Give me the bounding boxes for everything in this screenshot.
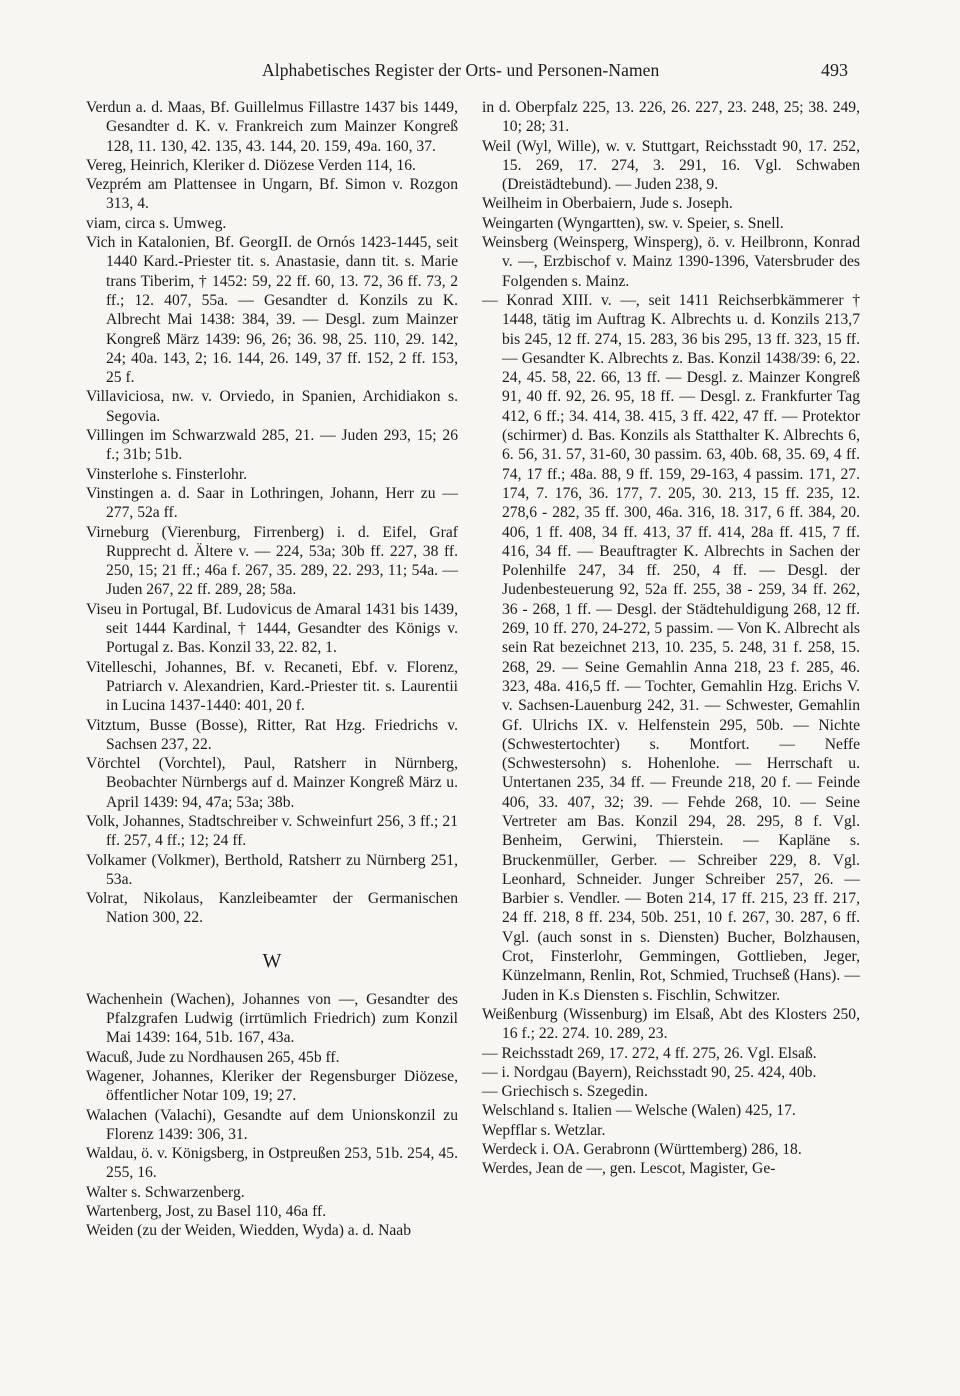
index-entry: Weißenburg (Wissenburg) im Elsaß, Abt des Klosters 250, 16 f.; 22. 274. 10. 289, 23. — [482, 1005, 860, 1043]
index-entry: Werdes, Jean de —, gen. Lescot, Magister, Ge- — [482, 1160, 776, 1178]
index-entry: Wacuß, Jude zu Nordhausen 265, 45b ff. — [86, 1048, 340, 1066]
index-entry: Weinsberg (Weinsperg, Winsperg), ö. v. Heilbronn, Konrad v. —, Erzbischof v. Mainz 1390-1396, Vatersbruder des Folgenden s. Mainz. — [482, 234, 860, 290]
index-entry: Vinstingen a. d. Saar in Lothringen, Johann, Herr zu — 277, 52a ff. — [86, 484, 458, 522]
index-entry: — Konrad XIII. v. —, seit 1411 Reichserbkämmerer † 1448, tätig im Auftrag K. Albrechts u. d. Konzils 213,7 bis 245, 12 ff. 274, 15. 283, 36 bis 295, 13 ff. 323, 15 ff. — Gesandter K. Albrechts z. Bas. Konzil 1438/39: 6, 22. 24, 45. 58, 22. 66, 13 ff. — Desgl. z. Mainzer Kongreß 91, 40 ff. 92, 26. 95, 18 ff. — Desgl. z. Frankfurter Tag 412, 6 ff.; 34. 414, 38. 415, 3 ff. 422, 47 ff. — Protektor (schirmer) d. Bas. Konzils als Statthalter K. Albrechts 6, 6. 56, 31. 57, 31-60, 30 passim. 63, 40b. 68, 35. 69, 4 ff. 74, 17 ff.; 48a. 88, 9 ff. 159, 29-163, 4 passim. 171, 27. 174, 7. 176, 36. 177, 7. 205, 30. 213, 15 ff. 235, 12. 278,6 - 282, 35 ff. 300, 46a. 316, 18. 317, 6 ff. 384, 20. 406, 1 ff. 408, 34 ff. 413, 37 ff. 414, 28a ff. 415, 7 ff. 416, 34 ff. — Beauftragter K. Albrechts in Sachen der Polenhilfe 247, 34 ff. 250, 4 ff. — Desgl. der Judenbesteuerung 92, 52a ff. 255, 38 - 259, 34 ff. 262, 36 - 268, 1 ff. — Desgl. der Städtehuldigung 268, 12 ff. 269, 10 ff. 270, 24-272, 5 passim. — Von K. Albrecht als sein Rat bezeichnet 213, 10. 235, 5. 248, 31 f. 258, 15. 268, 29. — Seine Gemahlin Anna 218, 23 f. 285, 46. 323, 48a. 416,5 ff. — Tochter, Gemahlin Hzg. Erichs V. v. Sachsen-Lauenburg 242, 31. — Schwester, Gemahlin Gf. Ulrichs IX. v. Helfenstein 295, 50b. — Nichte (Schwestertochter) s. Montfort. — Neffe (Schwestersohn) s. Hohenlohe. — Herrschaft u. Untertanen 235, 34 ff. — Freunde 218, 20 f. — Feinde 406, 33. 407, 32; 39. — Fehde 268, 10. — Seine Vertreter am Bas. Konzil 294, 28. 295, 8 f. Vgl. Benheim, Gerwini, Thierstein. — Kapläne s. Bruckenmüller, Gerber. — Schreiber 229, 8. Vgl. Leonhard, Schneider. Junger Schreiber 257, 26. — Barbier s. Vendler. — Boten 214, 17 ff. 215, 23 ff. 217, 24 ff. 218, 8 ff. 234, 50b. 251, 10 f. 267, 30. 287, 6 ff. Vgl. (auch sonst in s. Diensten) Bucher, Bolzhausen, Crot, Finsterlohr, Gemmingen, Gottlieben, Jeger, Künzelmann, Renlin, Rot, Schmied, Truchseß (Hans). — Juden in K.s Diensten s. Fischlin, Schwitzer. — [482, 291, 860, 1004]
index-entry: Viseu in Portugal, Bf. Ludovicus de Amaral 1431 bis 1439, seit 1444 Kardinal, † 1444, Gesandter des Königs v. Portugal z. Bas. Konzil 33, 22. 82, 1. — [86, 600, 458, 657]
index-entry: viam, circa s. Umweg. — [86, 214, 227, 232]
index-entry: Werdeck i. OA. Gerabronn (Württemberg) 286, 18. — [482, 1141, 802, 1159]
index-entry: Villaviciosa, nw. v. Orviedo, in Spanien, Archidiakon s. Segovia. — [86, 388, 458, 425]
index-entry: Waldau, ö. v. Königsberg, in Ostpreußen 253, 51b. 254, 45. 255, 16. — [86, 1145, 458, 1182]
index-entry: Vereg, Heinrich, Kleriker d. Diözese Verden 114, 16. — [86, 156, 416, 174]
index-entry: in d. Oberpfalz 225, 13. 226, 26. 227, 23. 248, 25; 38. 249, 10; 28; 31. — [482, 99, 860, 136]
index-entry: Villingen im Schwarzwald 285, 21. — Juden 293, 15; 26 f.; 31b; 51b. — [86, 427, 458, 464]
index-entry: Weiden (zu der Weiden, Wiedden, Wyda) a. d. Naab — [86, 1222, 411, 1240]
index-entry: Volk, Johannes, Stadtschreiber v. Schweinfurt 256, 3 ff.; 21 ff. 257, 4 ff.; 12; 24 ff. — [86, 812, 458, 850]
index-entry: — Griechisch s. Szegedin. — [482, 1083, 648, 1101]
section-letter-w: W — [262, 949, 282, 972]
index-entry: Vinsterlohe s. Finsterlohr. — [86, 465, 248, 483]
index-entry: Weilheim in Oberbaiern, Jude s. Joseph. — [482, 195, 733, 213]
left-entries-v — [86, 98, 458, 928]
index-entry: Walter s. Schwarzenberg. — [86, 1183, 245, 1201]
running-title: Alphabetisches Register der Orts- und Personen-Namen — [262, 60, 660, 80]
index-entry: — i. Nordgau (Bayern), Reichsstadt 90, 25. 424, 40b. — [482, 1063, 817, 1081]
index-entry: — Reichsstadt 269, 17. 272, 4 ff. 275, 26. Vgl. Elsaß. — [482, 1044, 817, 1062]
index-entry: Volkamer (Volkmer), Berthold, Ratsherr zu Nürnberg 251, 53a. — [86, 851, 458, 888]
left-entries-w — [86, 990, 458, 1241]
page-number: 493 — [821, 60, 848, 80]
index-entry: Wepfflar s. Wetzlar. — [482, 1121, 606, 1139]
index-entry: Wachenhein (Wachen), Johannes von —, Gesandter des Pfalzgrafen Ludwig (irrtümlich Friedrich) zum Konzil Mai 1439: 164, 51b. 167, 43a. — [86, 990, 458, 1047]
index-entry: Virneburg (Vierenburg, Firrenberg) i. d. Eifel, Graf Rupprecht d. Ältere v. — 224, 53a; 30b ff. 227, 38 ff. 250, 15; 21 ff.; 46a f. 267, 35. 289, 22. 293, 11; 54a. — Juden 267, 22 ff. 289, 28; 58a. — [86, 523, 458, 599]
index-entry: Weingarten (Wyngartten), sw. v. Speier, s. Snell. — [482, 214, 784, 232]
index-entry: Vörchtel (Vorchtel), Paul, Ratsherr in Nürnberg, Beobachter Nürnbergs auf d. Mainzer Kongreß März u. April 1439: 94, 47a; 53a; 38b. — [86, 755, 458, 811]
left-column — [86, 98, 458, 1241]
index-entry: Wagener, Johannes, Kleriker der Regensburger Diözese, öffentlicher Notar 109, 19; 27. — [86, 1067, 458, 1105]
index-entry: Vezprém am Plattensee in Ungarn, Bf. Simon v. Rozgon 313, 4. — [86, 176, 458, 213]
index-entry: Welschland s. Italien — Welsche (Walen) 425, 17. — [482, 1102, 796, 1120]
index-entry: Vitztum, Busse (Bosse), Ritter, Rat Hzg. Friedrichs v. Sachsen 237, 22. — [86, 716, 458, 753]
index-entry: Wartenberg, Jost, zu Basel 110, 46a ff. — [86, 1203, 327, 1221]
index-entry: Volrat, Nikolaus, Kanzleibeamter der Germanischen Nation 300, 22. — [86, 890, 458, 927]
right-column — [482, 98, 860, 1179]
index-entry: Walachen (Valachi), Gesandte auf dem Unionskonzil zu Florenz 1439: 306, 31. — [86, 1106, 458, 1143]
index-entry: Weil (Wyl, Wille), w. v. Stuttgart, Reichsstadt 90, 17. 252, 15. 269, 17. 274, 3. 291, 16. Vgl. Schwaben (Dreistädtebund). — Juden 238, 9. — [482, 137, 860, 194]
index-entry: Vitelleschi, Johannes, Bf. v. Recaneti, Ebf. v. Florenz, Patriarch v. Alexandrien, Kard.-Priester tit. s. Laurentii in Lucina 1437-1440: 401, 20 f. — [86, 658, 458, 715]
index-entry: Verdun a. d. Maas, Bf. Guillelmus Fillastre 1437 bis 1449, Gesandter d. K. v. Frankreich zum Mainzer Kongreß 128, 11. 130, 42. 135, 43. 144, 20. 159, 49a. 160, 37. — [86, 99, 458, 155]
right-entries — [482, 98, 860, 1179]
index-entry: Vich in Katalonien, Bf. GeorgII. de Ornós 1423-1445, seit 1440 Kard.-Priester tit. s. Anastasie, dann tit. s. Marie trans Tiberim, † 1452: 59, 22 ff. 60, 13. 72, 36 ff. 73, 2 ff.; 12. 407, 55a. — Gesandter d. Konzils zu K. Albrecht Mai 1438: 384, 39. — Desgl. zum Mainzer Kongreß März 1439: 96, 26; 36. 98, 25. 110, 29. 142, 24; 40a. 143, 2; 16. 144, 26. 149, 37 ff. 152, 2 ff. 153, 25 f. — [86, 234, 458, 387]
